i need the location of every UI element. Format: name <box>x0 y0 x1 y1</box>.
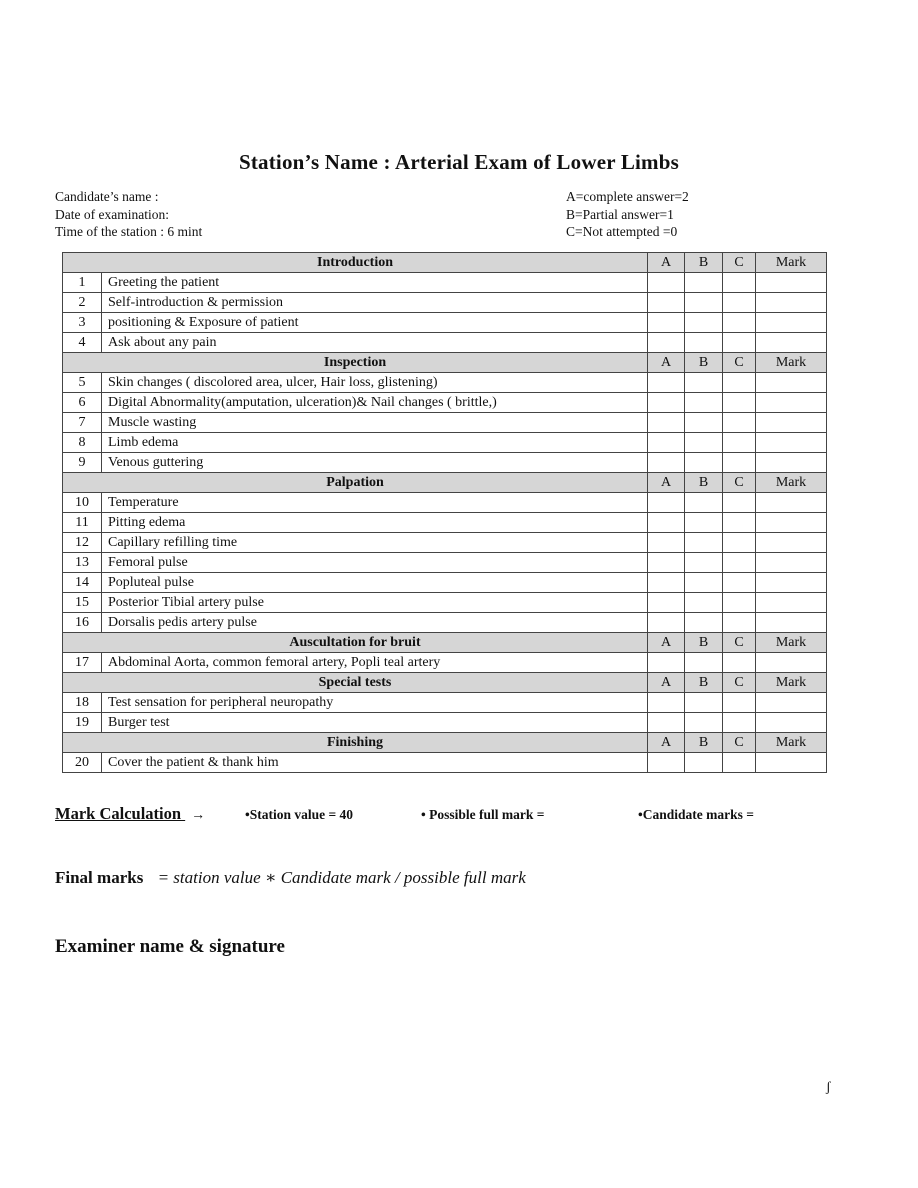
score-cell-a[interactable] <box>648 433 685 453</box>
score-cell-c[interactable] <box>723 573 756 593</box>
column-header-c: C <box>723 253 756 273</box>
score-cell-b[interactable] <box>685 513 723 533</box>
item-number: 4 <box>63 333 102 353</box>
score-cell-a[interactable] <box>648 513 685 533</box>
score-cell-a[interactable] <box>648 373 685 393</box>
column-header-mark: Mark <box>756 633 827 653</box>
mark-cell[interactable] <box>756 433 827 453</box>
score-cell-c[interactable] <box>723 453 756 473</box>
score-cell-a[interactable] <box>648 333 685 353</box>
section-header-row <box>63 733 827 753</box>
mark-cell[interactable] <box>756 713 827 733</box>
score-cell-b[interactable] <box>685 293 723 313</box>
column-header-b: B <box>685 733 723 753</box>
page-mark: ʃ <box>826 1080 831 1095</box>
checklist-row <box>63 513 827 533</box>
mark-cell[interactable] <box>756 493 827 513</box>
column-header-a: A <box>648 253 685 273</box>
score-cell-a[interactable] <box>648 293 685 313</box>
item-description: Femoral pulse <box>102 553 648 573</box>
column-header-mark: Mark <box>756 673 827 693</box>
item-number: 11 <box>63 513 102 533</box>
score-cell-b[interactable] <box>685 693 723 713</box>
score-cell-b[interactable] <box>685 373 723 393</box>
section-header-row <box>63 253 827 273</box>
score-cell-a[interactable] <box>648 753 685 773</box>
column-header-mark: Mark <box>756 253 827 273</box>
checklist-row <box>63 433 827 453</box>
item-description: Capillary refilling time <box>102 533 648 553</box>
checklist-row <box>63 613 827 633</box>
score-cell-c[interactable] <box>723 293 756 313</box>
mark-cell[interactable] <box>756 413 827 433</box>
checklist-row <box>63 713 827 733</box>
score-cell-a[interactable] <box>648 453 685 473</box>
column-header-b: B <box>685 353 723 373</box>
item-description: Muscle wasting <box>102 413 648 433</box>
checklist-row <box>63 653 827 673</box>
score-cell-b[interactable] <box>685 613 723 633</box>
mark-calculation <box>55 804 875 824</box>
mark-cell[interactable] <box>756 333 827 353</box>
item-number: 7 <box>63 413 102 433</box>
score-cell-b[interactable] <box>685 453 723 473</box>
item-description: Popluteal pulse <box>102 573 648 593</box>
item-number: 8 <box>63 433 102 453</box>
score-cell-c[interactable] <box>723 413 756 433</box>
item-description: Venous guttering <box>102 453 648 473</box>
checklist-row <box>63 553 827 573</box>
mark-cell[interactable] <box>756 753 827 773</box>
column-header-c: C <box>723 673 756 693</box>
mark-calculation-label: Mark Calculation <box>55 804 186 823</box>
section-title: Inspection <box>63 353 648 373</box>
score-cell-a[interactable] <box>648 273 685 293</box>
item-description: positioning & Exposure of patient <box>102 313 648 333</box>
station-time-label: Time of the station : 6 mint <box>55 224 203 239</box>
score-cell-b[interactable] <box>685 553 723 573</box>
section-header-row <box>63 633 827 653</box>
score-cell-c[interactable] <box>723 393 756 413</box>
checklist-row <box>63 333 827 353</box>
item-description: Ask about any pain <box>102 333 648 353</box>
column-header-a: A <box>648 673 685 693</box>
candidate-name-label: Candidate’s name : <box>55 189 159 204</box>
station-value: •Station value = 40 <box>245 807 354 822</box>
legend-b: B=Partial answer=1 <box>566 206 674 222</box>
item-number: 9 <box>63 453 102 473</box>
item-description: Posterior Tibial artery pulse <box>102 593 648 613</box>
final-marks <box>55 868 526 888</box>
score-cell-b[interactable] <box>685 393 723 413</box>
score-cell-a[interactable] <box>648 533 685 553</box>
final-marks-formula: = station value ∗ Candidate mark / possible full mark <box>157 868 526 887</box>
item-description: Dorsalis pedis artery pulse <box>102 613 648 633</box>
section-title: Palpation <box>63 473 648 493</box>
final-marks-label: Final marks <box>55 868 144 887</box>
mark-cell[interactable] <box>756 453 827 473</box>
item-number: 10 <box>63 493 102 513</box>
column-header-a: A <box>648 633 685 653</box>
item-number: 19 <box>63 713 102 733</box>
item-number: 2 <box>63 293 102 313</box>
item-number: 15 <box>63 593 102 613</box>
possible-full-mark: • Possible full mark = <box>421 807 545 822</box>
score-cell-a[interactable] <box>648 573 685 593</box>
item-number: 3 <box>63 313 102 333</box>
column-header-c: C <box>723 733 756 753</box>
score-cell-c[interactable] <box>723 373 756 393</box>
item-description: Digital Abnormality(amputation, ulceration)& Nail changes ( brittle,) <box>102 393 648 413</box>
score-cell-b[interactable] <box>685 333 723 353</box>
item-number: 16 <box>63 613 102 633</box>
item-number: 14 <box>63 573 102 593</box>
checklist-row <box>63 533 827 553</box>
score-cell-a[interactable] <box>648 613 685 633</box>
item-number: 5 <box>63 373 102 393</box>
score-cell-c[interactable] <box>723 553 756 573</box>
item-description: Cover the patient & thank him <box>102 753 648 773</box>
score-cell-c[interactable] <box>723 493 756 513</box>
score-cell-a[interactable] <box>648 653 685 673</box>
score-cell-b[interactable] <box>685 653 723 673</box>
score-cell-a[interactable] <box>648 493 685 513</box>
column-header-c: C <box>723 473 756 493</box>
score-cell-c[interactable] <box>723 593 756 613</box>
score-cell-c[interactable] <box>723 613 756 633</box>
item-number: 6 <box>63 393 102 413</box>
section-header-row <box>63 353 827 373</box>
checklist-row <box>63 593 827 613</box>
score-cell-a[interactable] <box>648 553 685 573</box>
column-header-mark: Mark <box>756 733 827 753</box>
grading-legend <box>566 188 689 241</box>
score-cell-c[interactable] <box>723 753 756 773</box>
item-description: Burger test <box>102 713 648 733</box>
column-header-c: C <box>723 633 756 653</box>
column-header-a: A <box>648 473 685 493</box>
item-description: Limb edema <box>102 433 648 453</box>
arrow-icon: → <box>191 808 206 823</box>
score-cell-a[interactable] <box>648 593 685 613</box>
mark-cell[interactable] <box>756 293 827 313</box>
item-description: Greeting the patient <box>102 273 648 293</box>
candidate-marks: •Candidate marks = <box>638 807 754 822</box>
column-header-c: C <box>723 353 756 373</box>
score-cell-a[interactable] <box>648 313 685 333</box>
score-cell-c[interactable] <box>723 713 756 733</box>
mark-cell[interactable] <box>756 513 827 533</box>
section-title: Auscultation for bruit <box>63 633 648 653</box>
checklist-row <box>63 573 827 593</box>
item-description: Temperature <box>102 493 648 513</box>
candidate-info <box>55 188 202 241</box>
column-header-b: B <box>685 253 723 273</box>
mark-cell[interactable] <box>756 593 827 613</box>
score-cell-b[interactable] <box>685 413 723 433</box>
section-header-row <box>63 473 827 493</box>
score-cell-a[interactable] <box>648 713 685 733</box>
exam-date-label: Date of examination: <box>55 206 169 222</box>
score-cell-c[interactable] <box>723 653 756 673</box>
checklist-row <box>63 453 827 473</box>
score-cell-b[interactable] <box>685 433 723 453</box>
item-description: Test sensation for peripheral neuropathy <box>102 693 648 713</box>
mark-cell[interactable] <box>756 313 827 333</box>
score-cell-c[interactable] <box>723 333 756 353</box>
score-cell-b[interactable] <box>685 493 723 513</box>
column-header-b: B <box>685 473 723 493</box>
station-title: Station’s Name : Arterial Exam of Lower Limbs <box>238 150 680 174</box>
mark-cell[interactable] <box>756 553 827 573</box>
mark-cell[interactable] <box>756 393 827 413</box>
item-description: Abdominal Aorta, common femoral artery, Popli teal artery <box>102 653 648 673</box>
mark-cell[interactable] <box>756 693 827 713</box>
checklist-row <box>63 393 827 413</box>
item-number: 13 <box>63 553 102 573</box>
score-cell-c[interactable] <box>723 693 756 713</box>
score-cell-a[interactable] <box>648 693 685 713</box>
item-number: 20 <box>63 753 102 773</box>
mark-cell[interactable] <box>756 573 827 593</box>
column-header-b: B <box>685 673 723 693</box>
score-cell-c[interactable] <box>723 533 756 553</box>
checklist-row <box>63 493 827 513</box>
checklist-table <box>62 252 827 773</box>
score-cell-c[interactable] <box>723 513 756 533</box>
score-cell-c[interactable] <box>723 433 756 453</box>
score-cell-b[interactable] <box>685 313 723 333</box>
item-number: 18 <box>63 693 102 713</box>
legend-a: A=complete answer=2 <box>566 189 689 204</box>
mark-cell[interactable] <box>756 373 827 393</box>
item-number: 1 <box>63 273 102 293</box>
section-title: Finishing <box>63 733 648 753</box>
mark-cell[interactable] <box>756 613 827 633</box>
score-cell-b[interactable] <box>685 593 723 613</box>
mark-cell[interactable] <box>756 653 827 673</box>
checklist-row <box>63 273 827 293</box>
column-header-mark: Mark <box>756 353 827 373</box>
score-cell-b[interactable] <box>685 713 723 733</box>
section-header-row <box>63 673 827 693</box>
examiner-signature-label: Examiner name & signature <box>55 936 285 957</box>
column-header-b: B <box>685 633 723 653</box>
section-title: Introduction <box>63 253 648 273</box>
checklist-row <box>63 413 827 433</box>
score-cell-c[interactable] <box>723 313 756 333</box>
checklist-row <box>63 693 827 713</box>
score-cell-b[interactable] <box>685 533 723 553</box>
item-number: 12 <box>63 533 102 553</box>
mark-cell[interactable] <box>756 273 827 293</box>
column-header-a: A <box>648 353 685 373</box>
score-cell-c[interactable] <box>723 273 756 293</box>
score-cell-b[interactable] <box>685 273 723 293</box>
mark-cell[interactable] <box>756 533 827 553</box>
score-cell-a[interactable] <box>648 413 685 433</box>
checklist-row <box>63 293 827 313</box>
item-description: Self-introduction & permission <box>102 293 648 313</box>
column-header-mark: Mark <box>756 473 827 493</box>
score-cell-b[interactable] <box>685 573 723 593</box>
score-cell-a[interactable] <box>648 393 685 413</box>
score-cell-b[interactable] <box>685 753 723 773</box>
checklist-row <box>63 753 827 773</box>
item-description: Pitting edema <box>102 513 648 533</box>
item-number: 17 <box>63 653 102 673</box>
column-header-a: A <box>648 733 685 753</box>
checklist-row <box>63 373 827 393</box>
section-title: Special tests <box>63 673 648 693</box>
legend-c: C=Not attempted =0 <box>566 224 678 239</box>
checklist-row <box>63 313 827 333</box>
item-description: Skin changes ( discolored area, ulcer, Hair loss, glistening) <box>102 373 648 393</box>
